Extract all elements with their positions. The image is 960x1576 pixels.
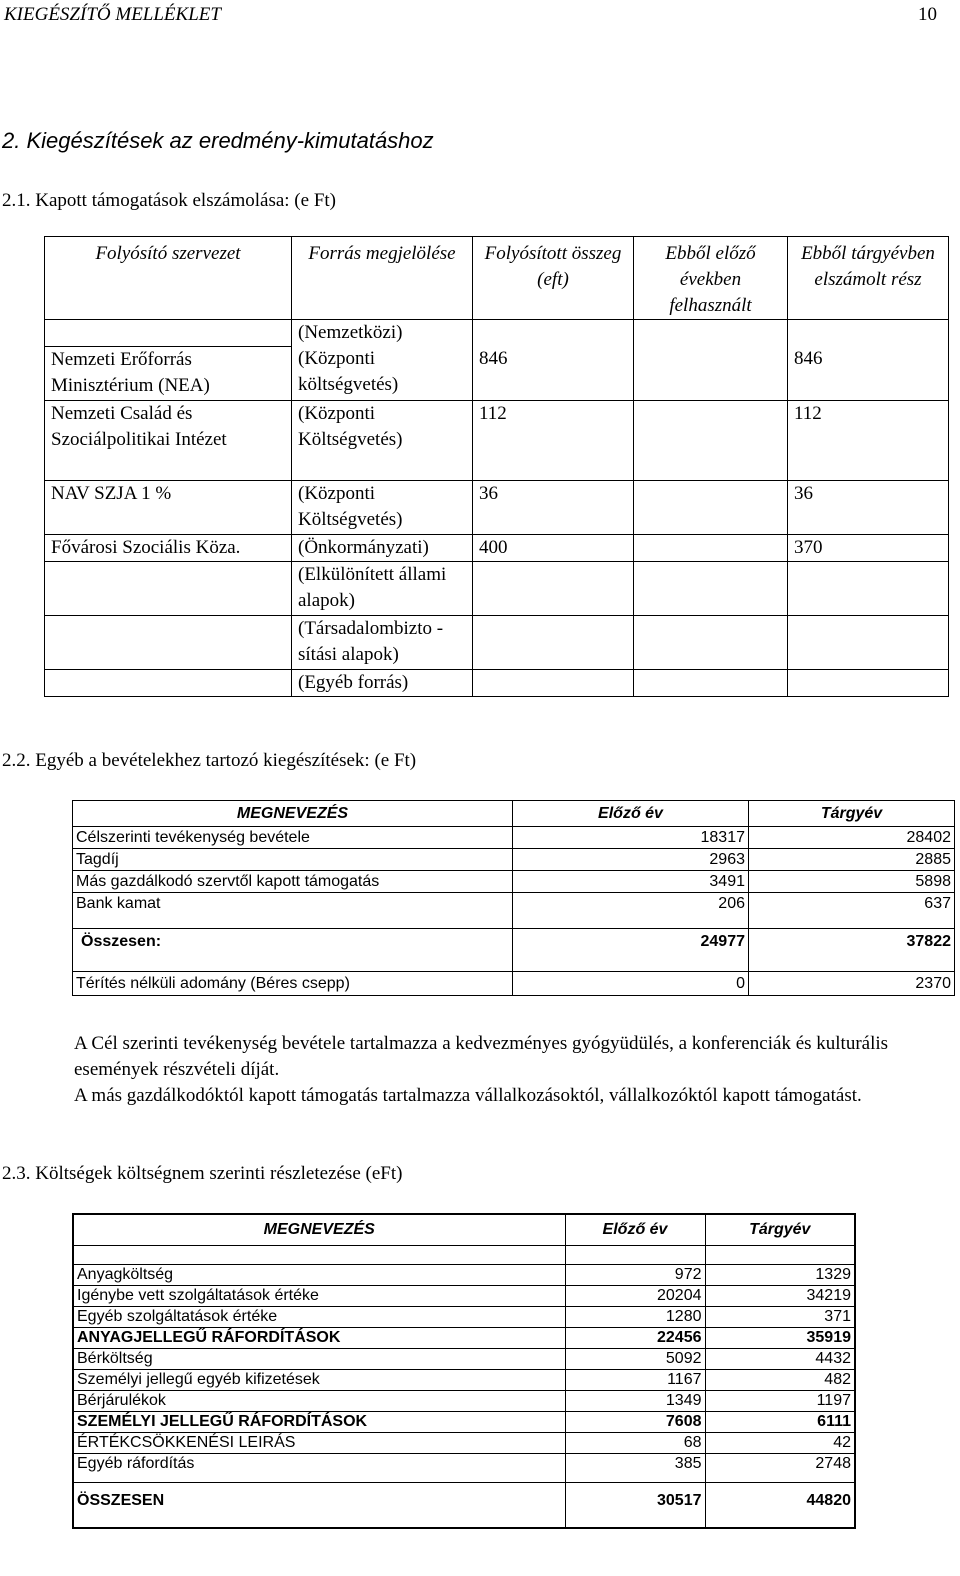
section-title: 2. Kiegészítések az eredmény-kimutatáshoz bbox=[2, 128, 434, 153]
cell-prev-year: 18317 bbox=[513, 827, 749, 849]
col-header-name: MEGNEVEZÉS bbox=[73, 1214, 565, 1246]
cell-prev-year: 7608 bbox=[565, 1412, 705, 1433]
cell-name: Célszerinti tevékenység bevétele bbox=[73, 827, 513, 849]
table-row bbox=[73, 871, 955, 893]
cell-current-year: 4432 bbox=[705, 1349, 855, 1370]
cell-source: (Központi Költségvetés) bbox=[292, 480, 473, 534]
cell-prev-year: 20204 bbox=[565, 1286, 705, 1307]
cell-org: NAV SZJA 1 % bbox=[45, 480, 292, 534]
cell-org bbox=[45, 561, 292, 615]
notes-text bbox=[74, 1031, 954, 1109]
support-table bbox=[44, 236, 949, 697]
cell-cur: 846 bbox=[788, 346, 949, 400]
cell-prev-year: 68 bbox=[565, 1433, 705, 1454]
cell-org: Fővárosi Szociális Köza. bbox=[45, 534, 292, 561]
cell-name: SZEMÉLYI JELLEGŰ RÁFORDÍTÁSOK bbox=[73, 1412, 565, 1433]
cell-amount: 400 bbox=[473, 534, 634, 561]
cell-current-year: 42 bbox=[705, 1433, 855, 1454]
cell-current-year: 6111 bbox=[705, 1412, 855, 1433]
note-paragraph: A Cél szerinti tevékenység bevétele tartalmazza a kedvezményes gyógyüdülés, a konferenciák és kulturális események részvételi díját. bbox=[74, 1033, 889, 1080]
cell-name: Személyi jellegű egyéb kifizetések bbox=[73, 1370, 565, 1391]
cell-prev-year: 972 bbox=[565, 1265, 705, 1286]
cell-name: Egyéb ráfordítás bbox=[73, 1454, 565, 1483]
cell-source: (Egyéb forrás) bbox=[292, 669, 473, 696]
cell-name: Igénybe vett szolgáltatások értéke bbox=[73, 1286, 565, 1307]
subsection-title-2-3: 2.3. Költségek költségnem szerinti részletezése (eFt) bbox=[2, 1163, 403, 1184]
cell-prev-year: 1167 bbox=[565, 1370, 705, 1391]
cell-prev bbox=[634, 615, 788, 669]
spacer-cell bbox=[73, 1246, 565, 1265]
col-header-current-year: Tárgyév bbox=[749, 801, 955, 827]
col-header-amount: Folyósított összeg (eft) bbox=[473, 237, 634, 320]
table-row bbox=[45, 400, 949, 480]
cell-org: Nemzeti Család és Szociálpolitikai Intézet bbox=[45, 400, 292, 480]
cell-org bbox=[45, 615, 292, 669]
table-row bbox=[73, 1454, 855, 1483]
cell-current-year: 1329 bbox=[705, 1265, 855, 1286]
cell-current-year: 28402 bbox=[749, 827, 955, 849]
table-row bbox=[73, 1286, 855, 1307]
cell-prev-year: 0 bbox=[513, 972, 749, 996]
col-header-prev: Ebből előző években felhasznált bbox=[634, 237, 788, 320]
cell-name: ANYAGJELLEGŰ RÁFORDÍTÁSOK bbox=[73, 1328, 565, 1349]
spacer-cell bbox=[565, 1246, 705, 1265]
cell-org bbox=[45, 320, 292, 347]
cell-amount bbox=[473, 615, 634, 669]
table-row bbox=[73, 827, 955, 849]
cell-prev-year: 1349 bbox=[565, 1391, 705, 1412]
table-row bbox=[73, 972, 955, 996]
cell-cur: 370 bbox=[788, 534, 949, 561]
cell-name: ÉRTÉKCSÖKKENÉSI LEIRÁS bbox=[73, 1433, 565, 1454]
cell-prev bbox=[634, 534, 788, 561]
cell-source: (Önkormányzati) bbox=[292, 534, 473, 561]
cell-amount bbox=[473, 561, 634, 615]
cell-cur bbox=[788, 669, 949, 696]
col-header-name: MEGNEVEZÉS bbox=[73, 801, 513, 827]
cell-name: Bank kamat bbox=[73, 893, 513, 929]
cell-cur bbox=[788, 561, 949, 615]
cell-cur: 36 bbox=[788, 480, 949, 534]
table-row bbox=[45, 534, 949, 561]
cell-name: Térítés nélküli adomány (Béres csepp) bbox=[73, 972, 513, 996]
cell-prev bbox=[634, 480, 788, 534]
total-current-year: 44820 bbox=[705, 1483, 855, 1529]
cell-source: (Központi Költségvetés) bbox=[292, 400, 473, 480]
subtotal-row bbox=[73, 1328, 855, 1349]
cell-current-year: 637 bbox=[749, 893, 955, 929]
cell-current-year: 2748 bbox=[705, 1454, 855, 1483]
cell-current-year: 5898 bbox=[749, 871, 955, 893]
cell-amount: 112 bbox=[473, 400, 634, 480]
cell-current-year: 482 bbox=[705, 1370, 855, 1391]
header-title: KIEGÉSZÍTŐ MELLÉKLET bbox=[4, 4, 221, 25]
cell-prev bbox=[634, 400, 788, 480]
cell-current-year: 1197 bbox=[705, 1391, 855, 1412]
cell-prev-year: 1280 bbox=[565, 1307, 705, 1328]
cell-amount bbox=[473, 320, 634, 347]
subsection-title-2-1: 2.1. Kapott támogatások elszámolása: (e Ft) bbox=[2, 190, 336, 211]
table-row bbox=[73, 1433, 855, 1454]
table-row bbox=[73, 849, 955, 871]
cell-prev bbox=[634, 346, 788, 400]
cell-prev bbox=[634, 669, 788, 696]
cell-cur: 112 bbox=[788, 400, 949, 480]
table-row bbox=[45, 346, 949, 400]
subtotal-row bbox=[73, 1412, 855, 1433]
cost-table bbox=[72, 1213, 856, 1529]
cell-amount bbox=[473, 669, 634, 696]
cell-org bbox=[45, 669, 292, 696]
cell-prev-year: 3491 bbox=[513, 871, 749, 893]
cell-amount: 846 bbox=[473, 346, 634, 400]
cell-source: (Központi költségvetés) bbox=[292, 346, 473, 400]
cell-name: Más gazdálkodó szervtől kapott támogatás bbox=[73, 871, 513, 893]
cell-name: Tagdíj bbox=[73, 849, 513, 871]
total-label: Összesen: bbox=[73, 929, 513, 972]
cell-name: Bérköltség bbox=[73, 1349, 565, 1370]
col-header-prev-year: Előző év bbox=[565, 1214, 705, 1246]
table-row bbox=[45, 320, 949, 347]
cell-org: Nemzeti Erőforrás Minisztérium (NEA) bbox=[45, 346, 292, 400]
page-number: 10 bbox=[918, 4, 937, 25]
col-header-current-year: Tárgyév bbox=[705, 1214, 855, 1246]
table-row bbox=[73, 1391, 855, 1412]
note-paragraph: A más gazdálkodóktól kapott támogatás tartalmazza vállalkozásoktól, vállalkozóktól kapott támogatást. bbox=[74, 1085, 862, 1106]
subsection-title-2-2: 2.2. Egyéb a bevételekhez tartozó kiegészítések: (e Ft) bbox=[2, 750, 417, 771]
cell-current-year: 35919 bbox=[705, 1328, 855, 1349]
cell-current-year: 371 bbox=[705, 1307, 855, 1328]
col-header-prev-year: Előző év bbox=[513, 801, 749, 827]
cell-cur bbox=[788, 615, 949, 669]
total-prev-year: 24977 bbox=[513, 929, 749, 972]
table-row bbox=[73, 1370, 855, 1391]
table-row bbox=[73, 1349, 855, 1370]
table-row bbox=[73, 893, 955, 929]
table-row bbox=[45, 480, 949, 534]
cell-current-year: 34219 bbox=[705, 1286, 855, 1307]
spacer-cell bbox=[705, 1246, 855, 1265]
table-row bbox=[73, 1265, 855, 1286]
table-row bbox=[45, 615, 949, 669]
col-header-org: Folyósító szervezet bbox=[45, 237, 292, 320]
cell-prev-year: 2963 bbox=[513, 849, 749, 871]
cell-name: Egyéb szolgáltatások értéke bbox=[73, 1307, 565, 1328]
cell-name: Anyagköltség bbox=[73, 1265, 565, 1286]
table-row bbox=[45, 561, 949, 615]
cell-prev bbox=[634, 561, 788, 615]
cell-name: Bérjárulékok bbox=[73, 1391, 565, 1412]
cell-source: (Elkülönített állami alapok) bbox=[292, 561, 473, 615]
cell-source: (Nemzetközi) bbox=[292, 320, 473, 347]
cell-current-year: 2370 bbox=[749, 972, 955, 996]
total-row bbox=[73, 1483, 855, 1529]
col-header-cur: Ebből tárgyévben elszámolt rész bbox=[788, 237, 949, 320]
cell-cur bbox=[788, 320, 949, 347]
cell-prev-year: 22456 bbox=[565, 1328, 705, 1349]
cell-prev bbox=[634, 320, 788, 347]
revenue-table bbox=[72, 800, 955, 996]
total-row bbox=[73, 929, 955, 972]
cell-current-year: 2885 bbox=[749, 849, 955, 871]
cell-prev-year: 385 bbox=[565, 1454, 705, 1483]
total-label: ÖSSZESEN bbox=[73, 1483, 565, 1529]
cell-prev-year: 5092 bbox=[565, 1349, 705, 1370]
cell-source: (Társadalombizto -sítási alapok) bbox=[292, 615, 473, 669]
col-header-source: Forrás megjelölése bbox=[292, 237, 473, 320]
table-row bbox=[73, 1307, 855, 1328]
total-current-year: 37822 bbox=[749, 929, 955, 972]
cell-amount: 36 bbox=[473, 480, 634, 534]
table-row bbox=[45, 669, 949, 696]
cell-prev-year: 206 bbox=[513, 893, 749, 929]
total-prev-year: 30517 bbox=[565, 1483, 705, 1529]
